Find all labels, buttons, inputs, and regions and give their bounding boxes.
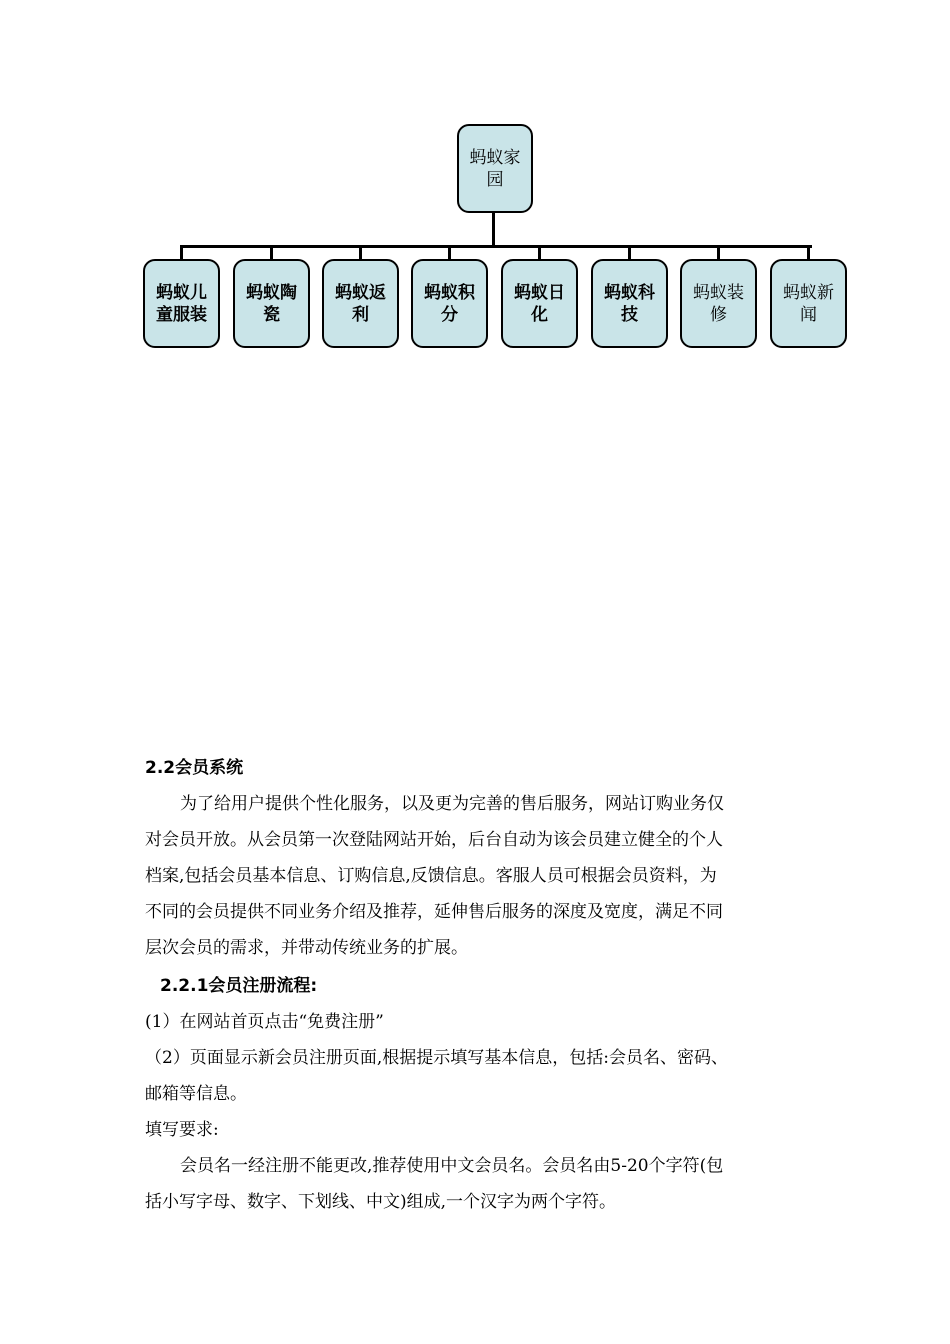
org-child-label: 蚂蚁返利	[335, 282, 386, 325]
org-child-node	[680, 259, 757, 348]
root-connector	[492, 213, 495, 247]
org-child-node	[411, 259, 488, 348]
child-connector	[717, 245, 720, 260]
org-child-node	[770, 259, 847, 348]
section-heading: 2.2会员系统	[145, 758, 244, 778]
org-child-label: 蚂蚁儿童服装	[156, 282, 207, 325]
org-root-label: 蚂蚁家园	[469, 147, 521, 190]
text-line: 档案,包括会员基本信息、订购信息,反馈信息。客服人员可根据会员资料，为	[145, 866, 717, 886]
child-connector	[359, 245, 362, 260]
org-child-node	[591, 259, 668, 348]
org-child-label: 蚂蚁陶瓷	[246, 282, 297, 325]
org-child-node	[322, 259, 399, 348]
org-child-node	[501, 259, 578, 348]
org-chart	[0, 0, 950, 360]
org-child-node	[233, 259, 310, 348]
text-line: （2）页面显示新会员注册页面,根据提示填写基本信息，包括:会员名、密码、	[145, 1048, 728, 1068]
org-root-node	[457, 124, 533, 213]
org-child-label: 蚂蚁新闻	[783, 282, 834, 325]
org-child-node	[143, 259, 220, 348]
child-connector	[448, 245, 451, 260]
text-line: 层次会员的需求，并带动传统业务的扩展。	[145, 938, 468, 958]
child-connector	[538, 245, 541, 260]
text-line: 邮箱等信息。	[145, 1084, 247, 1104]
subsection-heading: 2.2.1会员注册流程:	[160, 976, 318, 996]
text-line: 括小写字母、数字、下划线、中文)组成,一个汉字为两个字符。	[145, 1192, 617, 1212]
child-connector	[628, 245, 631, 260]
text-line: 为了给用户提供个性化服务，以及更为完善的售后服务，网站订购业务仅	[180, 794, 724, 814]
step-1: (1）在网站首页点击“免费注册”	[145, 1012, 384, 1032]
org-child-label: 蚂蚁装修	[693, 282, 744, 325]
org-child-label: 蚂蚁积分	[424, 282, 475, 325]
text-line: 不同的会员提供不同业务介绍及推荐，延伸售后服务的深度及宽度，满足不同	[145, 902, 723, 922]
child-connector	[807, 245, 810, 260]
org-child-label: 蚂蚁科技	[604, 282, 655, 325]
text-line: 会员名一经注册不能更改,推荐使用中文会员名。会员名由5-20个字符(包	[180, 1156, 724, 1176]
child-connector	[270, 245, 273, 260]
requirements-label: 填写要求:	[145, 1120, 219, 1140]
org-child-label: 蚂蚁日化	[514, 282, 565, 325]
text-line: 对会员开放。从会员第一次登陆网站开始，后台自动为该会员建立健全的个人	[145, 830, 723, 850]
child-connector	[180, 245, 183, 260]
